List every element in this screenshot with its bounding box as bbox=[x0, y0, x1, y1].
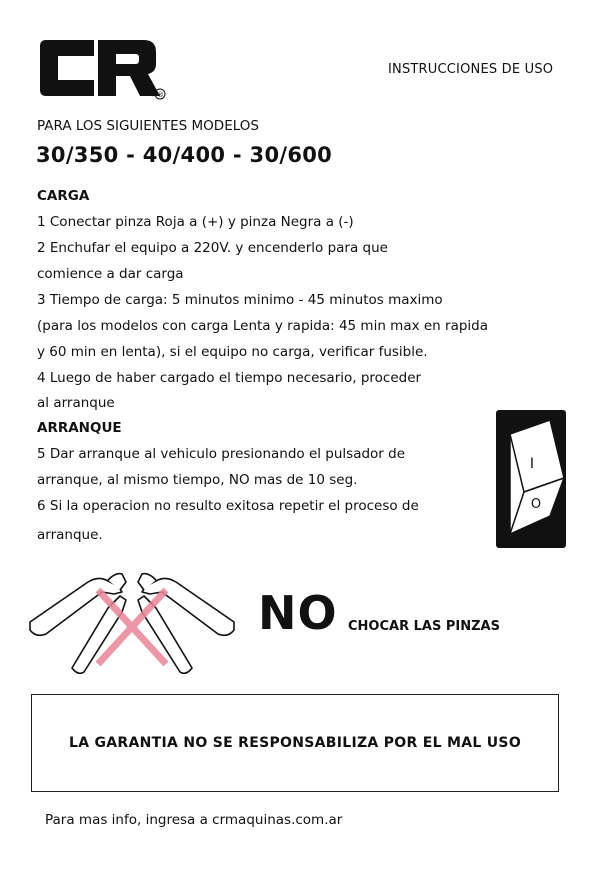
clamps-icon bbox=[26, 564, 238, 674]
arranque-line: 5 Dar arranque al vehiculo presionando el pulsador de bbox=[37, 446, 406, 462]
arranque-line: arranque, al mismo tiempo, NO mas de 10 seg. bbox=[37, 472, 358, 488]
carga-line: al arranque bbox=[37, 395, 115, 411]
cr-logo bbox=[36, 38, 168, 102]
carga-line: y 60 min en lenta), si el equipo no carga, verificar fusible. bbox=[37, 344, 428, 360]
footer-text: Para mas info, ingresa a crmaquinas.com.ar bbox=[45, 812, 343, 828]
switch-off-symbol: O bbox=[530, 497, 542, 512]
arranque-line: 6 Si la operacion no resulto exitosa repetir el proceso de bbox=[37, 498, 419, 514]
models-label: PARA LOS SIGUIENTES MODELOS bbox=[37, 118, 259, 134]
carga-line: 1 Conectar pinza Roja a (+) y pinza Negra a (-) bbox=[37, 214, 354, 230]
switch-on-symbol: I bbox=[529, 456, 535, 472]
header-title: INSTRUCCIONES DE USO bbox=[388, 62, 554, 77]
carga-line: (para los modelos con carga Lenta y rapida: 45 min max en rapida bbox=[37, 318, 489, 334]
registered-mark: ® bbox=[157, 91, 164, 99]
carga-line: 2 Enchufar el equipo a 220V. y encenderlo para que bbox=[37, 240, 388, 256]
carga-heading: CARGA bbox=[37, 188, 90, 204]
warning-text: CHOCAR LAS PINZAS bbox=[348, 619, 500, 634]
carga-line: 4 Luego de haber cargado el tiempo necesario, proceder bbox=[37, 370, 422, 386]
warranty-text: LA GARANTIA NO SE RESPONSABILIZA POR EL MAL USO bbox=[68, 735, 522, 751]
rocker-switch-icon bbox=[494, 408, 568, 550]
carga-line: comience a dar carga bbox=[37, 266, 184, 282]
logo-mark bbox=[40, 40, 160, 96]
warranty-box bbox=[31, 694, 559, 792]
models-list: 30/350 - 40/400 - 30/600 bbox=[36, 143, 333, 167]
carga-line: 3 Tiempo de carga: 5 minutos minimo - 45 minutos maximo bbox=[37, 292, 443, 308]
warning-no: NO bbox=[258, 586, 338, 640]
arranque-line: arranque. bbox=[37, 527, 103, 543]
arranque-heading: ARRANQUE bbox=[37, 420, 122, 436]
